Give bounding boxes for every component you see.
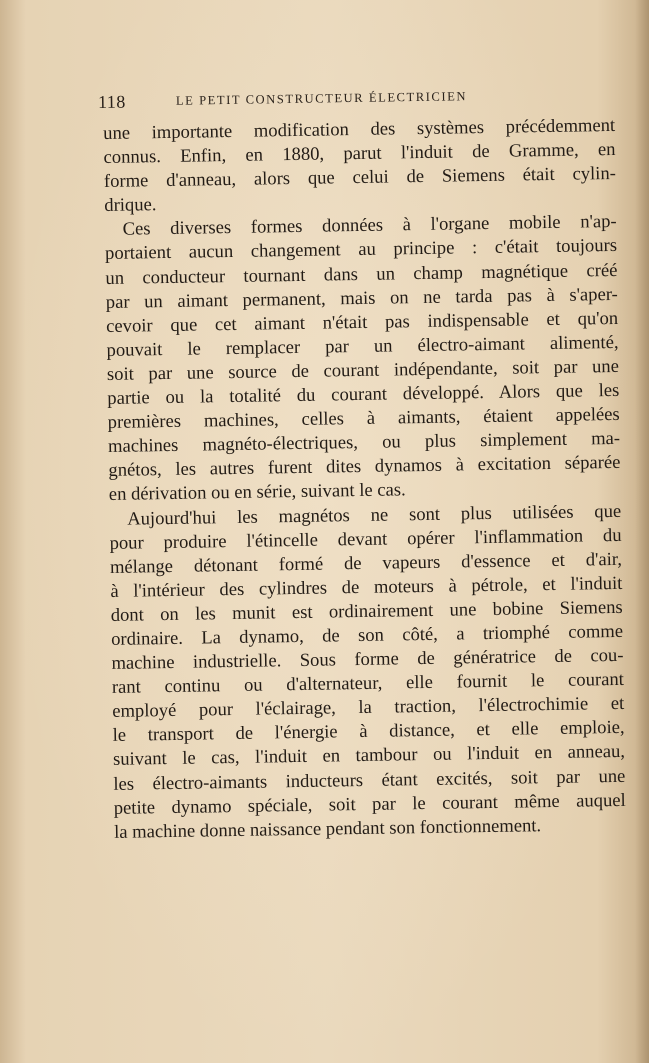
page-number: 118 (97, 91, 126, 112)
text-line: connus. Enfin, en 1880, parut l'induit de Gramme, en (103, 139, 616, 169)
text-line: petite dynamo spéciale, soit par le courant même auquel (113, 789, 626, 819)
text-line: premières machines, celles à aimants, étaient appelées (107, 404, 620, 434)
body-text (103, 114, 626, 845)
text-line: pour produire l'étincelle devant opérer l'inflammation du (109, 524, 622, 554)
text-line: cevoir que cet aimant n'était pas indispensable et qu'on (106, 307, 619, 337)
text-line: suivant le cas, l'induit en tambour ou l'induit en anneau, (112, 741, 626, 771)
text-line: machine industrielle. Sous forme de génératrice de cou- (111, 644, 624, 674)
text-line: la machine donne naissance pendant son fonctionnement. (113, 814, 542, 843)
text-line: pouvait le remplacer par un électro-aimant alimenté, (106, 331, 619, 361)
text-line: drique. (104, 194, 157, 217)
text-line: Aujourd'hui les magnétos ne sont plus utilisées que (127, 500, 622, 530)
text-line: par un aimant permanent, mais on ne tarda pas à s'aper- (105, 283, 618, 313)
running-title: LE PETIT CONSTRUCTEUR ÉLECTRICIEN (175, 89, 468, 108)
text-line: forme d'anneau, alors que celui de Siemens était cylin- (103, 163, 617, 193)
text-line: gnétos, les autres furent dites dynamos à excitation séparée (108, 452, 621, 482)
text-line: mélange détonant formé de vapeurs d'essence et d'air, (109, 548, 623, 578)
text-line: ordinaire. La dynamo, de son côté, a triomphé comme (110, 620, 624, 650)
text-line: dont on les munit est ordinairement une bobine Siemens (110, 596, 623, 626)
text-line: partie ou la totalité du courant développé. Alors que les (107, 379, 620, 409)
text-line: un conducteur tournant dans un champ magnétique créé (105, 259, 618, 289)
text-line: les électro-aimants inducteurs étant excités, soit par une (113, 765, 626, 795)
text-line: soit par une source de courant indépendante, soit par une (106, 355, 620, 385)
text-line: Ces diverses formes données à l'organe mobile n'ap- (122, 211, 617, 241)
text-line: en dérivation ou en série, suivant le cas. (108, 479, 406, 506)
text-line: une importante modification des systèmes précédemment (103, 114, 616, 144)
text-line: à l'intérieur des cylindres de moteurs à pétrole, et l'induit (110, 572, 623, 602)
text-line: le transport de l'énergie à distance, et elle emploie, (112, 717, 625, 747)
page-header (98, 85, 538, 114)
text-line: machines magnéto-électriques, ou plus simplement ma- (107, 428, 621, 458)
text-line: rant continu ou d'alternateur, elle fournit le courant (111, 669, 624, 699)
text-line: portaient aucun changement au principe : c'était toujours (104, 235, 618, 265)
text-line: employé pour l'éclairage, la traction, l'électrochimie et (112, 693, 625, 723)
